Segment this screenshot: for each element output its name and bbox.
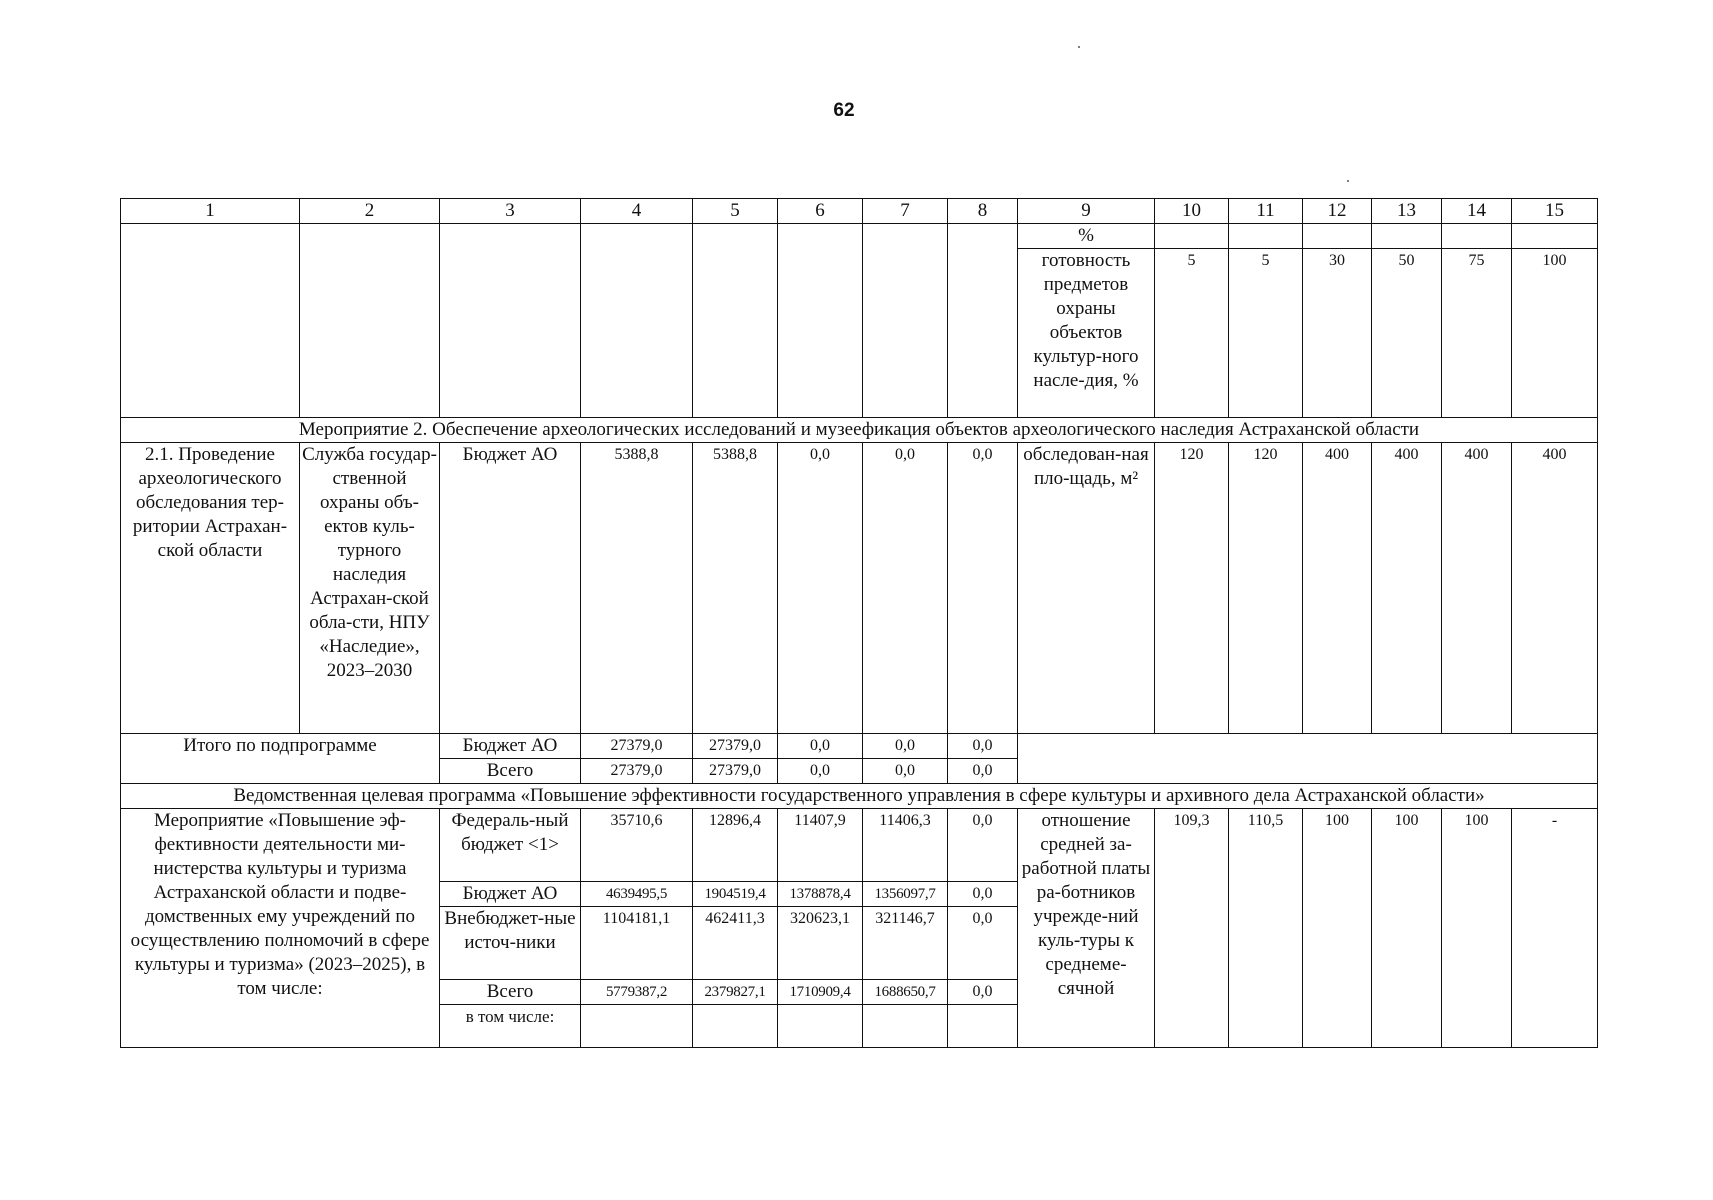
- amount-cell: 27379,0: [581, 734, 693, 759]
- table-row: [121, 809, 1598, 882]
- col-number: 11: [1229, 199, 1303, 224]
- amount-cell: 1356097,7: [863, 882, 948, 907]
- amount-cell: 0,0: [863, 734, 948, 759]
- amount-cell: 12896,4: [693, 809, 778, 882]
- amount-cell: 0,0: [948, 443, 1018, 734]
- amount-cell: 0,0: [948, 907, 1018, 980]
- subtotal-label: Итого по подпрограмме: [121, 734, 440, 784]
- amount-cell: [778, 1005, 863, 1048]
- amount-cell: 462411,3: [693, 907, 778, 980]
- table-cell: [300, 224, 440, 418]
- indicator-cell: готовность предметов охраны объектов культур-ного насле-дия, %: [1018, 249, 1155, 418]
- indicator-value: 400: [1372, 443, 1442, 734]
- amount-cell: [863, 1005, 948, 1048]
- table-cell: [1512, 224, 1598, 249]
- source-cell: Всего: [440, 980, 581, 1005]
- indicator-value: 100: [1512, 249, 1598, 418]
- amount-cell: 0,0: [778, 759, 863, 784]
- amount-cell: 27379,0: [581, 759, 693, 784]
- indicator-value: 100: [1442, 809, 1512, 1048]
- col-number: 7: [863, 199, 948, 224]
- page-number: 62: [833, 100, 855, 121]
- program-table: [120, 198, 1598, 1048]
- col-number: 6: [778, 199, 863, 224]
- col-number: 8: [948, 199, 1018, 224]
- amount-cell: 5388,8: [693, 443, 778, 734]
- amount-cell: 1904519,4: [693, 882, 778, 907]
- section-title: Ведомственная целевая программа «Повышение эффективности государственного управления в сфере культуры и архивного дела Астраханской области»: [121, 784, 1598, 809]
- indicator-cell: обследован-ная пло-щадь, м²: [1018, 443, 1155, 734]
- amount-cell: 1688650,7: [863, 980, 948, 1005]
- table-cell: [693, 224, 778, 418]
- executor-cell: Служба государ-ственной охраны объ-ектов куль-турного наследия Астрахан-ской обла-сти, НПУ «Наследие», 2023–2030: [300, 443, 440, 734]
- amount-cell: 0,0: [863, 443, 948, 734]
- indicator-value: 75: [1442, 249, 1512, 418]
- amount-cell: 4639495,5: [581, 882, 693, 907]
- col-number: 10: [1155, 199, 1229, 224]
- indicator-value: 120: [1229, 443, 1303, 734]
- section-title-row: [121, 784, 1598, 809]
- col-number: 4: [581, 199, 693, 224]
- indicator-value: 50: [1372, 249, 1442, 418]
- source-cell: Бюджет АО: [440, 443, 581, 734]
- amount-cell: 2379827,1: [693, 980, 778, 1005]
- amount-cell: 0,0: [948, 882, 1018, 907]
- table-cell: [581, 224, 693, 418]
- source-cell: Бюджет АО: [440, 734, 581, 759]
- col-number: 9: [1018, 199, 1155, 224]
- subtotal-row: [121, 734, 1598, 759]
- section-title: Мероприятие 2. Обеспечение археологических исследований и музеефикация объектов археологического наследия Астраханской области: [121, 418, 1598, 443]
- table-cell: [1442, 224, 1512, 249]
- amount-cell: [581, 1005, 693, 1048]
- col-number: 13: [1372, 199, 1442, 224]
- indicator-cell: %: [1018, 224, 1155, 249]
- event-name-cell: Мероприятие «Повышение эф-фективности деятельности ми-нистерства культуры и туризма Астраханской области и подве-домственных ему учреждений по осуществлению полномочий в сфере культуры и туризма» (2023–2025), в том числе:: [121, 809, 440, 1048]
- indicator-value: 30: [1303, 249, 1372, 418]
- table-row: [121, 443, 1598, 734]
- amount-cell: [948, 1005, 1018, 1048]
- source-cell: Бюджет АО: [440, 882, 581, 907]
- section-title-row: [121, 418, 1598, 443]
- col-number: 5: [693, 199, 778, 224]
- table-cell: [121, 224, 300, 418]
- source-cell: в том числе:: [440, 1005, 581, 1048]
- indicator-value: 110,5: [1229, 809, 1303, 1048]
- amount-cell: 321146,7: [863, 907, 948, 980]
- table-cell: [863, 224, 948, 418]
- amount-cell: 0,0: [948, 980, 1018, 1005]
- table-cell: [778, 224, 863, 418]
- source-cell: Федераль-ный бюджет <1>: [440, 809, 581, 882]
- indicator-value: 400: [1303, 443, 1372, 734]
- table-cell: [1372, 224, 1442, 249]
- col-number: 12: [1303, 199, 1372, 224]
- amount-cell: 27379,0: [693, 759, 778, 784]
- event-name-cell: 2.1. Проведение археологического обследования тер-ритории Астрахан-ской области: [121, 443, 300, 734]
- amount-cell: 27379,0: [693, 734, 778, 759]
- indicator-value: -: [1512, 809, 1598, 1048]
- source-cell: Всего: [440, 759, 581, 784]
- table-cell: [1155, 224, 1229, 249]
- amount-cell: 1710909,4: [778, 980, 863, 1005]
- indicator-value: 400: [1442, 443, 1512, 734]
- amount-cell: 0,0: [948, 759, 1018, 784]
- table-cell: [1229, 224, 1303, 249]
- amount-cell: 5779387,2: [581, 980, 693, 1005]
- indicator-value: 5: [1155, 249, 1229, 418]
- amount-cell: 11407,9: [778, 809, 863, 882]
- amount-cell: 5388,8: [581, 443, 693, 734]
- indicator-cell: отношение средней за-работной платы ра-ботников учрежде-ний куль-туры к среднеме-сячной: [1018, 809, 1155, 1048]
- amount-cell: 0,0: [778, 734, 863, 759]
- table-cell: [1018, 734, 1598, 784]
- amount-cell: 0,0: [863, 759, 948, 784]
- amount-cell: 0,0: [948, 809, 1018, 882]
- indicator-value: 5: [1229, 249, 1303, 418]
- amount-cell: 1378878,4: [778, 882, 863, 907]
- amount-cell: 0,0: [948, 734, 1018, 759]
- source-cell: Внебюджет-ные источ-ники: [440, 907, 581, 980]
- table-row: [121, 224, 1598, 249]
- amount-cell: 11406,3: [863, 809, 948, 882]
- col-number: 1: [121, 199, 300, 224]
- col-number: 3: [440, 199, 581, 224]
- table-cell: [948, 224, 1018, 418]
- table-cell: [1303, 224, 1372, 249]
- table-cell: [440, 224, 581, 418]
- amount-cell: [693, 1005, 778, 1048]
- column-number-row: [121, 199, 1598, 224]
- amount-cell: 1104181,1: [581, 907, 693, 980]
- indicator-value: 100: [1303, 809, 1372, 1048]
- indicator-value: 109,3: [1155, 809, 1229, 1048]
- col-number: 15: [1512, 199, 1598, 224]
- indicator-value: 120: [1155, 443, 1229, 734]
- indicator-value: 100: [1372, 809, 1442, 1048]
- col-number: 2: [300, 199, 440, 224]
- scan-speck: [1347, 180, 1349, 182]
- amount-cell: 320623,1: [778, 907, 863, 980]
- scan-speck: [1078, 46, 1080, 48]
- amount-cell: 0,0: [778, 443, 863, 734]
- indicator-value: 400: [1512, 443, 1598, 734]
- amount-cell: 35710,6: [581, 809, 693, 882]
- col-number: 14: [1442, 199, 1512, 224]
